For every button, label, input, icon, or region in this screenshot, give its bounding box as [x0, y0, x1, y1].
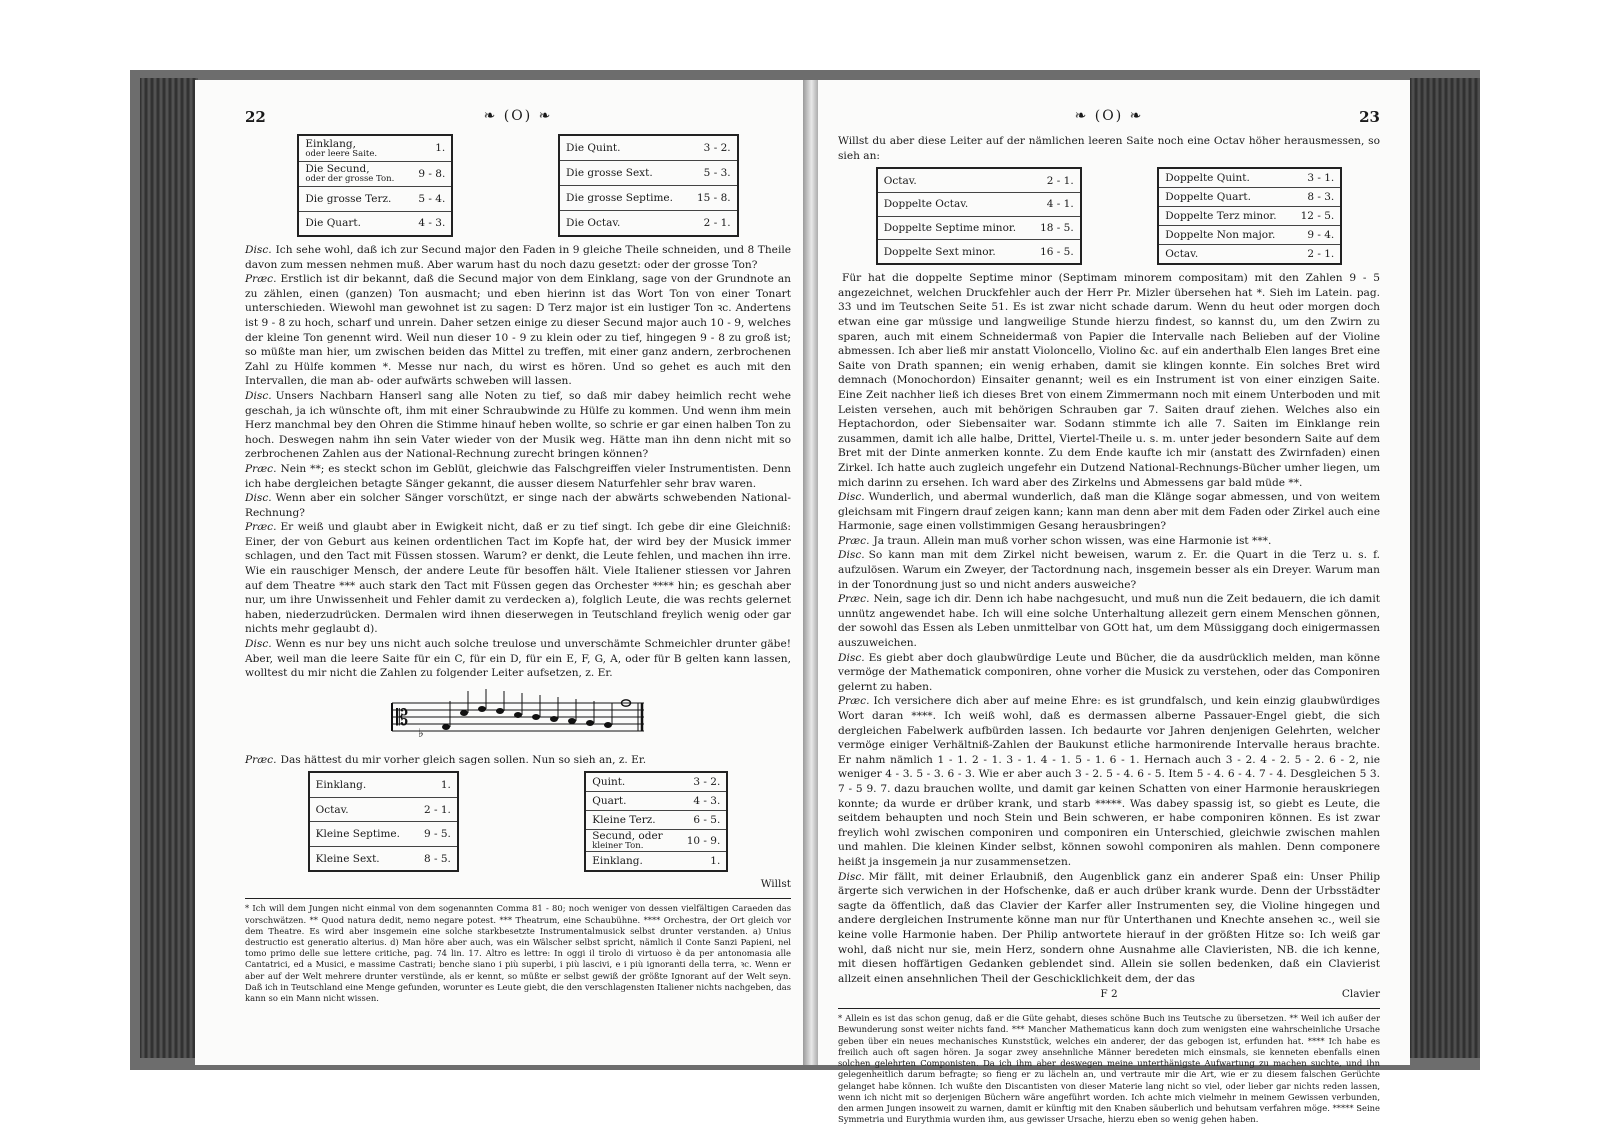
table-row — [309, 772, 458, 797]
interval-name: Doppelte Octav. — [877, 192, 1022, 216]
speaker-label: Præc. — [245, 753, 277, 766]
interval-name: Doppelte Quint. — [1158, 168, 1282, 188]
interval-name: Octav. — [1158, 245, 1282, 265]
interval-ratio: 9 - 5. — [406, 822, 458, 846]
interval-name: Kleine Terz. — [585, 811, 669, 830]
interval-ratio: 1. — [669, 852, 728, 872]
right-page-header — [838, 108, 1380, 128]
catchword-left: Willst — [760, 878, 791, 891]
interval-name: Kleine Sext. — [309, 846, 406, 871]
dialogue-paragraph — [245, 389, 791, 462]
interval-tables-bottom-left — [245, 771, 791, 872]
paragraph-text: Ich versichere dich aber auf meine Ehre: es ist grundfalsch, und kein einzig glaubwürdiges Wort daran ****. Ich weiß wohl, daß es dermassen alberne Passauer-Engel giebt, die sich dergleichen Fabelwerk aufbürden lassen. Ich bedaurte vor Jahren denjenigen Gelehrten, welcher vermöge einiger Verhältniß-Zahlen der Baukunst etliche harmonirende Intervalle heraus brachte. Er nahm nämlich 1 - 1. 2 - 1. 3 - 1. 4 - 1. 5 - 1. 6 - 1. Hernach auch 3 - 2. 4 - 2. 5 - 2. 6 - 2, nie weniger 4 - 3. 5 - 3. 6 - 3. Wie er aber auch 3 - 2. 5 - 4. 6 - 5. Item 5 - 4. 6 - 4. 7 - 4. Desgleichen 5 3. 7 - 5 9. 7. dazu brauchen wollte, und damit gar keinen Schatten von einer Harmonie herauskriegen konnte; da wurde er drüber krank, und starb *****. Was dabey spassig ist, so giebt es Leute, die seitdem behaupten und noch Stein und Bein schweren, er habe componiren können. Es ist zwar freylich wohl zwischen componiren und componiren ein Unterschied, gleichwie zwischen mahlen und mahlen. Die kleinen Kinder selbst, können sowohl componiren als mahlen. Denn componere heißt ja insgemein ja nur zusammensetzen. — [838, 695, 1380, 868]
table-row — [1158, 168, 1341, 188]
paragraph-text: Wenn aber ein solcher Sänger vorschützt, er singe nach der abwärts schwebenden National-Rechnung? — [245, 492, 791, 519]
table-row — [559, 211, 738, 237]
interval-name: Einklang. — [309, 772, 406, 797]
header-ornament-right: ❧ (O) ❧ — [1074, 108, 1144, 124]
paragraph-text: Wenn es nur bey uns nicht auch solche treulose und unverschämte Schmeichler drunter gäbe! Aber, weil man die leere Saite für ein C, für ein D, für ein E, F, G, A, oder für B gelten kann lassen, wolltest du mir nicht die Zahlen zu folgender Leiter aufsetzen, z. Er. — [245, 638, 791, 680]
interval-table — [297, 134, 453, 237]
interval-ratio: 3 - 2. — [669, 772, 728, 792]
music-staff — [388, 689, 648, 745]
page-number-left: 22 — [245, 108, 266, 126]
table-row — [877, 192, 1081, 216]
speaker-label: Præc. — [838, 695, 870, 708]
table-row — [309, 822, 458, 846]
dialogue-paragraph — [838, 490, 1380, 534]
interval-table — [558, 134, 739, 237]
dialogue-body-left — [245, 243, 791, 681]
paragraph-text: Nein **; es steckt schon im Geblüt, gleichwie das Falschgreiffen vieler Instrumentisten. Denn ich habe dergleichen betagte Sänger gekannt, die ausser diesem Naturfehler sehr brav waren. — [245, 462, 791, 490]
left-page — [195, 80, 805, 1065]
speaker-label: Disc. — [838, 870, 865, 883]
dialogue-paragraph — [838, 694, 1380, 869]
interval-ratio: 12 - 5. — [1283, 207, 1342, 226]
paragraph-text: Unsers Nachbarn Hanserl sang alle Noten zu tief, so daß mir dabey heimlich recht wehe geschah, ja ich wünschte oft, ihm mit einer Schraubwinde zu Hülfe zu kommen. Und wenn ihm mein Herz manchmal bey den Ohren die Stimme hinauf heben wollte, so schrie er gar einen halben Ton zu hoch. Deswegen nahm ihn sein Vater wieder von der Musik weg. Hätte man ihn denn nicht mit so zerbrochenen Zahlen aus der National-Rechnung zurecht bringen können? — [245, 389, 791, 461]
interval-table — [584, 771, 728, 872]
book-edge-left — [140, 78, 198, 1058]
table-row — [585, 811, 727, 830]
interval-name: Die Quint. — [559, 135, 679, 161]
table-row — [559, 135, 738, 161]
table-row — [877, 216, 1081, 240]
interval-ratio: 5 - 3. — [679, 161, 738, 186]
interval-ratio: 4 - 3. — [669, 792, 728, 811]
interval-ratio: 3 - 2. — [679, 135, 738, 161]
dialogue-paragraph — [245, 753, 791, 768]
table-row — [1158, 226, 1341, 245]
interval-name: Die grosse Terz. — [298, 187, 400, 211]
interval-name: Octav. — [309, 797, 406, 821]
interval-name: Quart. — [585, 792, 669, 811]
interval-table — [876, 167, 1082, 265]
interval-name: Die Octav. — [559, 211, 679, 237]
speaker-label: Disc. — [245, 389, 272, 402]
interval-ratio: 9 - 8. — [400, 161, 452, 187]
interval-note: oder leere Saite. — [305, 148, 378, 159]
dialogue-paragraph — [838, 651, 1380, 695]
signature-line — [838, 988, 1380, 1002]
paragraph-text: Er weiß und glaubt aber in Ewigkeit nicht, daß er zu tief singt. Ich gebe dir eine Gleichniß: Einer, der von Geburt aus keinen ordentlichen Tact im Kopfe hat, der wird bey der Musick immer schlagen, und den Tact mit Füssen stossen. Warum? er denkt, die Leute fehlen, und machen ihn irre. Wie ein rauschiger Mensch, der andere Leute für besoffen hält. Viele Italiener stiessen vor Jahren auf dem Theatre *** auch stark den Tact mit Füssen gegen das Orchester **** hin; es geschah aber nur, um ihre Unwissenheit und Fehler damit zu verdecken a), folglich Leute, die was rechts gelernet haben, niederzudrücken. Dermalen wird ihnen dieserwegen in Teutschland freylich wenig oder gar nichts mehr geglaubt d). — [245, 521, 791, 636]
paragraph-text: So kann man mit dem Zirkel nicht beweisen, warum z. Er. die Quart in die Terz u. s. f. aufzulösen. Warum ein Zweyer, der Tactordnung nach, insgemein besser als ein Dreyer. Warum man in der Tonordnung just so und nicht anders ausweiche? — [838, 549, 1380, 591]
dialogue-paragraph — [245, 272, 791, 389]
speaker-label: Disc. — [245, 492, 272, 505]
table-row — [585, 852, 727, 872]
interval-tables-top-left — [245, 134, 791, 237]
interval-ratio: 10 - 9. — [669, 830, 728, 852]
interval-name: Einklang, — [305, 137, 356, 150]
interval-table — [1157, 167, 1342, 265]
speaker-label: Præc. — [245, 273, 277, 286]
interval-ratio: 18 - 5. — [1022, 216, 1081, 240]
speaker-label: Disc. — [245, 244, 272, 256]
speaker-label: Disc. — [838, 651, 865, 664]
interval-name: Doppelte Non major. — [1158, 226, 1282, 245]
speaker-label: Disc. — [245, 638, 272, 651]
speaker-label: Disc. — [838, 491, 865, 504]
interval-name: Die Secund, — [305, 163, 370, 176]
paragraph-text: Mir fällt, mit deiner Erlaubniß, den Augenblick ganz ein anderer Spaß ein: Unser Philip ärgerte sich verwichen in der Hofschenke, daß er auch drüber krank wurde. Denn der Urbsstädter sagte da öffentlich, daß das Clavier der Karfer aller Instrumenten sey, die Violine hingegen und andere dergleichen Instrumente könne man nur für Unterthanen und Knechte ansehen ꝛc., weil sie keine volle Harmonie haben. Der Philip antwortete hierauf in der größten Hitze so: Ich weiß gar wohl, daß nicht nur sie, mein Herz, sondern ohne Ausnahme alle Clavieristen, NB. die ich kenne, mit diesen hoffärtigen Gedanken geblendet sind. Allein sie sollen bedenken, daß ein Clavierist allzeit einen ansehnlichen Theil der Geschicklichkeit dem, der das — [838, 870, 1380, 985]
table-row — [309, 797, 458, 821]
dialogue-paragraph — [838, 534, 1380, 549]
interval-ratio: 8 - 3. — [1283, 188, 1342, 207]
interval-ratio: 5 - 4. — [400, 187, 452, 211]
interval-name: Die grosse Septime. — [559, 186, 679, 211]
speaker-label: Præc. — [838, 534, 870, 547]
interval-name: Doppelte Quart. — [1158, 188, 1282, 207]
interval-name: Quint. — [585, 772, 669, 792]
table-row — [585, 830, 727, 852]
dialogue-paragraph — [838, 870, 1380, 987]
footnote-right: * Allein es ist das schon genug, daß er die Güte gehabt, dieses schöne Buch ins Teutsche zu übersetzen. ** Weil ich außer der Bewunderung sonst weiter nichts fand. *** Mancher Mathematicus kann doch zum wenigsten eine wahrscheinliche Ursache geben über ein neues mechanisches Kunststück, welches ein anderer, der das gebogen ist, erfunden hat. **** Ich habe es freilich auch oft sagen hören. Ja sogar zwey ansehnliche Männer beredeten mich einsmals, sie kenneten ebenfalls einen solchen gelehrten Componisten. Da ich ihm aber deswegen meine unterthänigste Aufwartung zu machen suchte, und ihn gelegenheitlich darum befragte; so fieng er zu lächeln an, und vertraute mir die Art, wie er zu diesem falschen Gerüchte gelanget habe können. Ich wußte den Discantisten von dieser Materie lang nicht so viel, oder lieber gar nichts reden lassen, wenn ich nicht mit so derjenigen Büchern wäre angeführt worden. Ich achte mich vielmehr in meinem Gewissen verbunden, den armen Jungen insoweit zu warnen, damit er künftig mit den Knaben säuberlich und behutsam verfahren möge. ***** Seine Symmetria und Eurythmia wurden ihm, aus gewisser Ursache, hierzu eben so wenig gehen haben. — [838, 1008, 1380, 1125]
interval-ratio: 3 - 1. — [1283, 168, 1342, 188]
interval-ratio: 2 - 1. — [1022, 168, 1081, 192]
paragraph-text: Für hat die doppelte Septime minor (Septimam minorem compositam) mit den Zahlen 9 - 5 angezeichnet, welchen Druckfehler auch der Herr Pr. Mizler übersehen hat *. Sieh im Latein. pag. 33 und im Teutschen Seite 51. Es ist zwar nicht schade darum. Wenn du heut oder morgen doch etwan eine gar müssige und langweilige Stunde hierzu findest, so kannst du, um den Zwirn zu sparen, auch mit einem Schneidermaß von Papier die Intervalle nach Belieben auf der Violine abmessen. Ich aber ließ mir anstatt Violoncello, Violino &c. auf ein anderthalb Elen langes Bret eine Saite von Drath spannen; ein wenig erhaben, damit sie klingen konnte. Ein solches Bret wird demnach (Monochordon) Einsaiter genannt; weil es ein Instrument ist von einer einzigen Saite. Eine Zeit nachher ließ ich dieses Bret von einem Zimmermann noch mit einem Unterboden und mit Leisten versehen, auch mit behörigen Schrauben gar 7. Saiten drauf ziehen. Welches also ein Heptachordon, oder Siebensaiter war. Sodann stimmte ich alle 7. Saiten im Einklange rein zusammen, damit ich alle halbe, Drittel, Viertel-Theile u. s. m. unter jeder besondern Saite auf dem Bret mit der Dinte anmerken konnte. Zu dem Ende kaufte ich mir (anstatt des Zwirnfaden) einen Zirkel. Ich hatte auch zugleich ungefehr ein Dutzend National-Rechnungs-Bücher umher liegen, um mich darinn zu ersehen. Ich ward aber des Zirkelns und Abmessens gar bald müde **. — [838, 272, 1380, 489]
paragraph-text: Erstlich ist dir bekannt, daß die Secund major von dem Einklang, sage von der Grundnote an zu zählen, einen (ganzen) Ton ausmacht; und eben hierinn ist das Wort Ton von einer Tonart unterschieden. Wiewohl man gewohnet ist zu sagen: D Terz major ist ein lustiger Ton ꝛc. Andertens ist 9 - 8 zu hoch, scharf und unrein. Daher setzen einige zu dieser Secund major auch 10 - 9, welches der kleine Ton genennt wird. Weil nun dieser 10 - 9 zu klein oder zu tief, hingegen 9 - 8 zu groß ist; so müßte man hier, um zwischen beiden das Mittel zu treffen, mit einer ganz andern, zerbrochenen Zahl zu Hülfe kommen *. Messe nur nach, du wirst es hören. Und so gehet es auch mit den Intervallen, die man ab- oder aufwärts schweben will lassen. — [245, 273, 791, 388]
speaker-label: Præc. — [245, 521, 277, 534]
dialogue-paragraph — [245, 637, 791, 681]
interval-table — [308, 771, 459, 872]
table-row — [877, 168, 1081, 192]
interval-name: Einklang. — [585, 852, 669, 872]
interval-ratio: 4 - 3. — [400, 211, 452, 236]
interval-name: Secund, oder — [592, 830, 663, 843]
table-row — [585, 772, 727, 792]
speaker-label: Disc. — [838, 549, 865, 562]
interval-name: Kleine Septime. — [309, 822, 406, 846]
page-number-right: 23 — [1359, 108, 1380, 126]
intro-line: Willst du aber diese Leiter auf der nämlichen leeren Saite noch eine Octav höher herausmessen, so sieh an: — [838, 135, 1380, 162]
table-row — [1158, 188, 1341, 207]
book-edge-right — [1410, 78, 1480, 1058]
interval-ratio: 16 - 5. — [1022, 240, 1081, 264]
interval-ratio: 4 - 1. — [1022, 192, 1081, 216]
table-row — [1158, 207, 1341, 226]
table-row — [298, 211, 452, 236]
interval-tables-right — [838, 167, 1380, 265]
interval-note: kleiner Ton. — [592, 841, 644, 852]
interval-name: Octav. — [877, 168, 1022, 192]
header-ornament-left: ❧ (O) ❧ — [483, 108, 553, 124]
dialogue-paragraph — [245, 462, 791, 491]
table-row — [559, 161, 738, 186]
dialogue-paragraph — [245, 491, 791, 520]
interval-name: Doppelte Terz minor. — [1158, 207, 1282, 226]
dialogue-paragraph — [838, 548, 1380, 592]
interval-name: Die grosse Sext. — [559, 161, 679, 186]
interval-name: Doppelte Sext minor. — [877, 240, 1022, 264]
interval-name: Die Quart. — [298, 211, 400, 236]
svg-text:𝄡: 𝄡 — [396, 705, 409, 731]
dialogue-paragraph — [838, 271, 1380, 490]
paragraph-text: Das hättest du mir vorher gleich sagen sollen. Nun so sieh an, z. Er. — [280, 753, 647, 766]
dialogue-paragraph — [245, 243, 791, 272]
interval-ratio: 9 - 4. — [1283, 226, 1342, 245]
paragraph-text: Es giebt aber doch glaubwürdige Leute und Bücher, die da ausdrücklich melden, man könne vermöge der Mathematick componiren, ohne vorher die Musick zu verstehen, oder das Componiren gelernt zu haben. — [838, 651, 1380, 693]
catchword-right: Clavier — [1341, 988, 1380, 1001]
interval-ratio: 2 - 1. — [406, 797, 458, 821]
table-row — [309, 846, 458, 871]
interval-note: oder der grosse Ton. — [305, 174, 395, 185]
interval-name: Doppelte Septime minor. — [877, 216, 1022, 240]
dialogue-paragraph — [245, 520, 791, 637]
table-row — [585, 792, 727, 811]
table-row — [877, 240, 1081, 264]
paragraph-text: Nein, sage ich dir. Denn ich habe nachgesucht, und muß nun die Zeit bedauern, die ich damit unnütz angewendet habe. Ich will eine solche Unterhaltung allezeit gern einem Menschen gönnen, der sowohl das Essen als Leben unmittelbar von GOtt hat, um dem Müssiggang doch einigermassen auszuweichen. — [838, 593, 1380, 650]
table-row — [298, 187, 452, 211]
table-row — [298, 135, 452, 161]
svg-text:♭: ♭ — [418, 725, 424, 740]
table-row — [298, 161, 452, 187]
speaker-label: Præc. — [245, 462, 277, 475]
interval-ratio: 2 - 1. — [679, 211, 738, 237]
dialogue-paragraph — [838, 592, 1380, 650]
left-page-header — [245, 108, 791, 128]
footnote-left: * Ich will dem Jungen nicht einmal von dem sogenannten Comma 81 - 80; noch weniger von dessen vielfältigen Caraeden das vorschwätzen. ** Quod natura dedit, nemo negare potest. *** Theatrum, eine Schaubühne. **** Orchestra, der Ort gleich vor dem Theatre. Es wird aber insgemein eine solche starkbesetzte Instrumentalmusick selbst drunter verstanden. a) Unius destructio est generatio alterius. d) Man höre aber auch, was ein Wälscher selbst spricht, nämlich il Conte Sanzi Papieni, nel tomo primo delle sue lettere critiche, pag. 74 lin. 17. Altro es lettre: In oggi il tirolo di virtuoso è da per antonomasia alle Cantatrici, ed a Musici, e massime Castrati; benche siano i più superbi, i più lascivi, e i più ignoranti della terra, ꝛc. Wenn er aber auf der Welt mehrere drunter verstünde, als er kennt, so müßte er selbst gewiß der größte Ignorant auf der Welt seyn. Daß ich in Teutschland eine Menge gefunden, worunter es Leute giebt, die den verschlagensten Italiener nichts nachgeben, das kann so ein Mann nicht wissen. — [245, 898, 791, 1004]
right-page — [818, 80, 1410, 1125]
paragraph-text: Ja traun. Allein man muß vorher schon wissen, was eine Harmonie ist ***. — [873, 534, 1272, 547]
speaker-label: Præc. — [838, 593, 870, 606]
interval-ratio: 6 - 5. — [669, 811, 728, 830]
interval-ratio: 1. — [400, 135, 452, 161]
paragraph-text: Ich sehe wohl, daß ich zur Secund major den Faden in 9 gleiche Theile schneiden, und 8 Theile davon zum messen nehmen muß. Aber warum hast du noch dazu gesetzt: oder der grosse Ton? — [245, 244, 791, 271]
table-row — [1158, 245, 1341, 265]
interval-ratio: 2 - 1. — [1283, 245, 1342, 265]
paragraph-text: Wunderlich, und abermal wunderlich, daß man die Klänge sogar abmessen, und von weitem gleichsam mit Fingern drauf zeigen kann; kann man denn aber mit dem Faden oder Zirkel auch eine Harmonie, sage einen vollstimmigen Gesang herausbringen? — [838, 491, 1380, 533]
table-row — [559, 186, 738, 211]
interval-ratio: 15 - 8. — [679, 186, 738, 211]
signature-mark: F 2 — [1100, 988, 1118, 1001]
interval-ratio: 8 - 5. — [406, 846, 458, 871]
dialogue-body-right — [838, 271, 1380, 986]
interval-ratio: 1. — [406, 772, 458, 797]
